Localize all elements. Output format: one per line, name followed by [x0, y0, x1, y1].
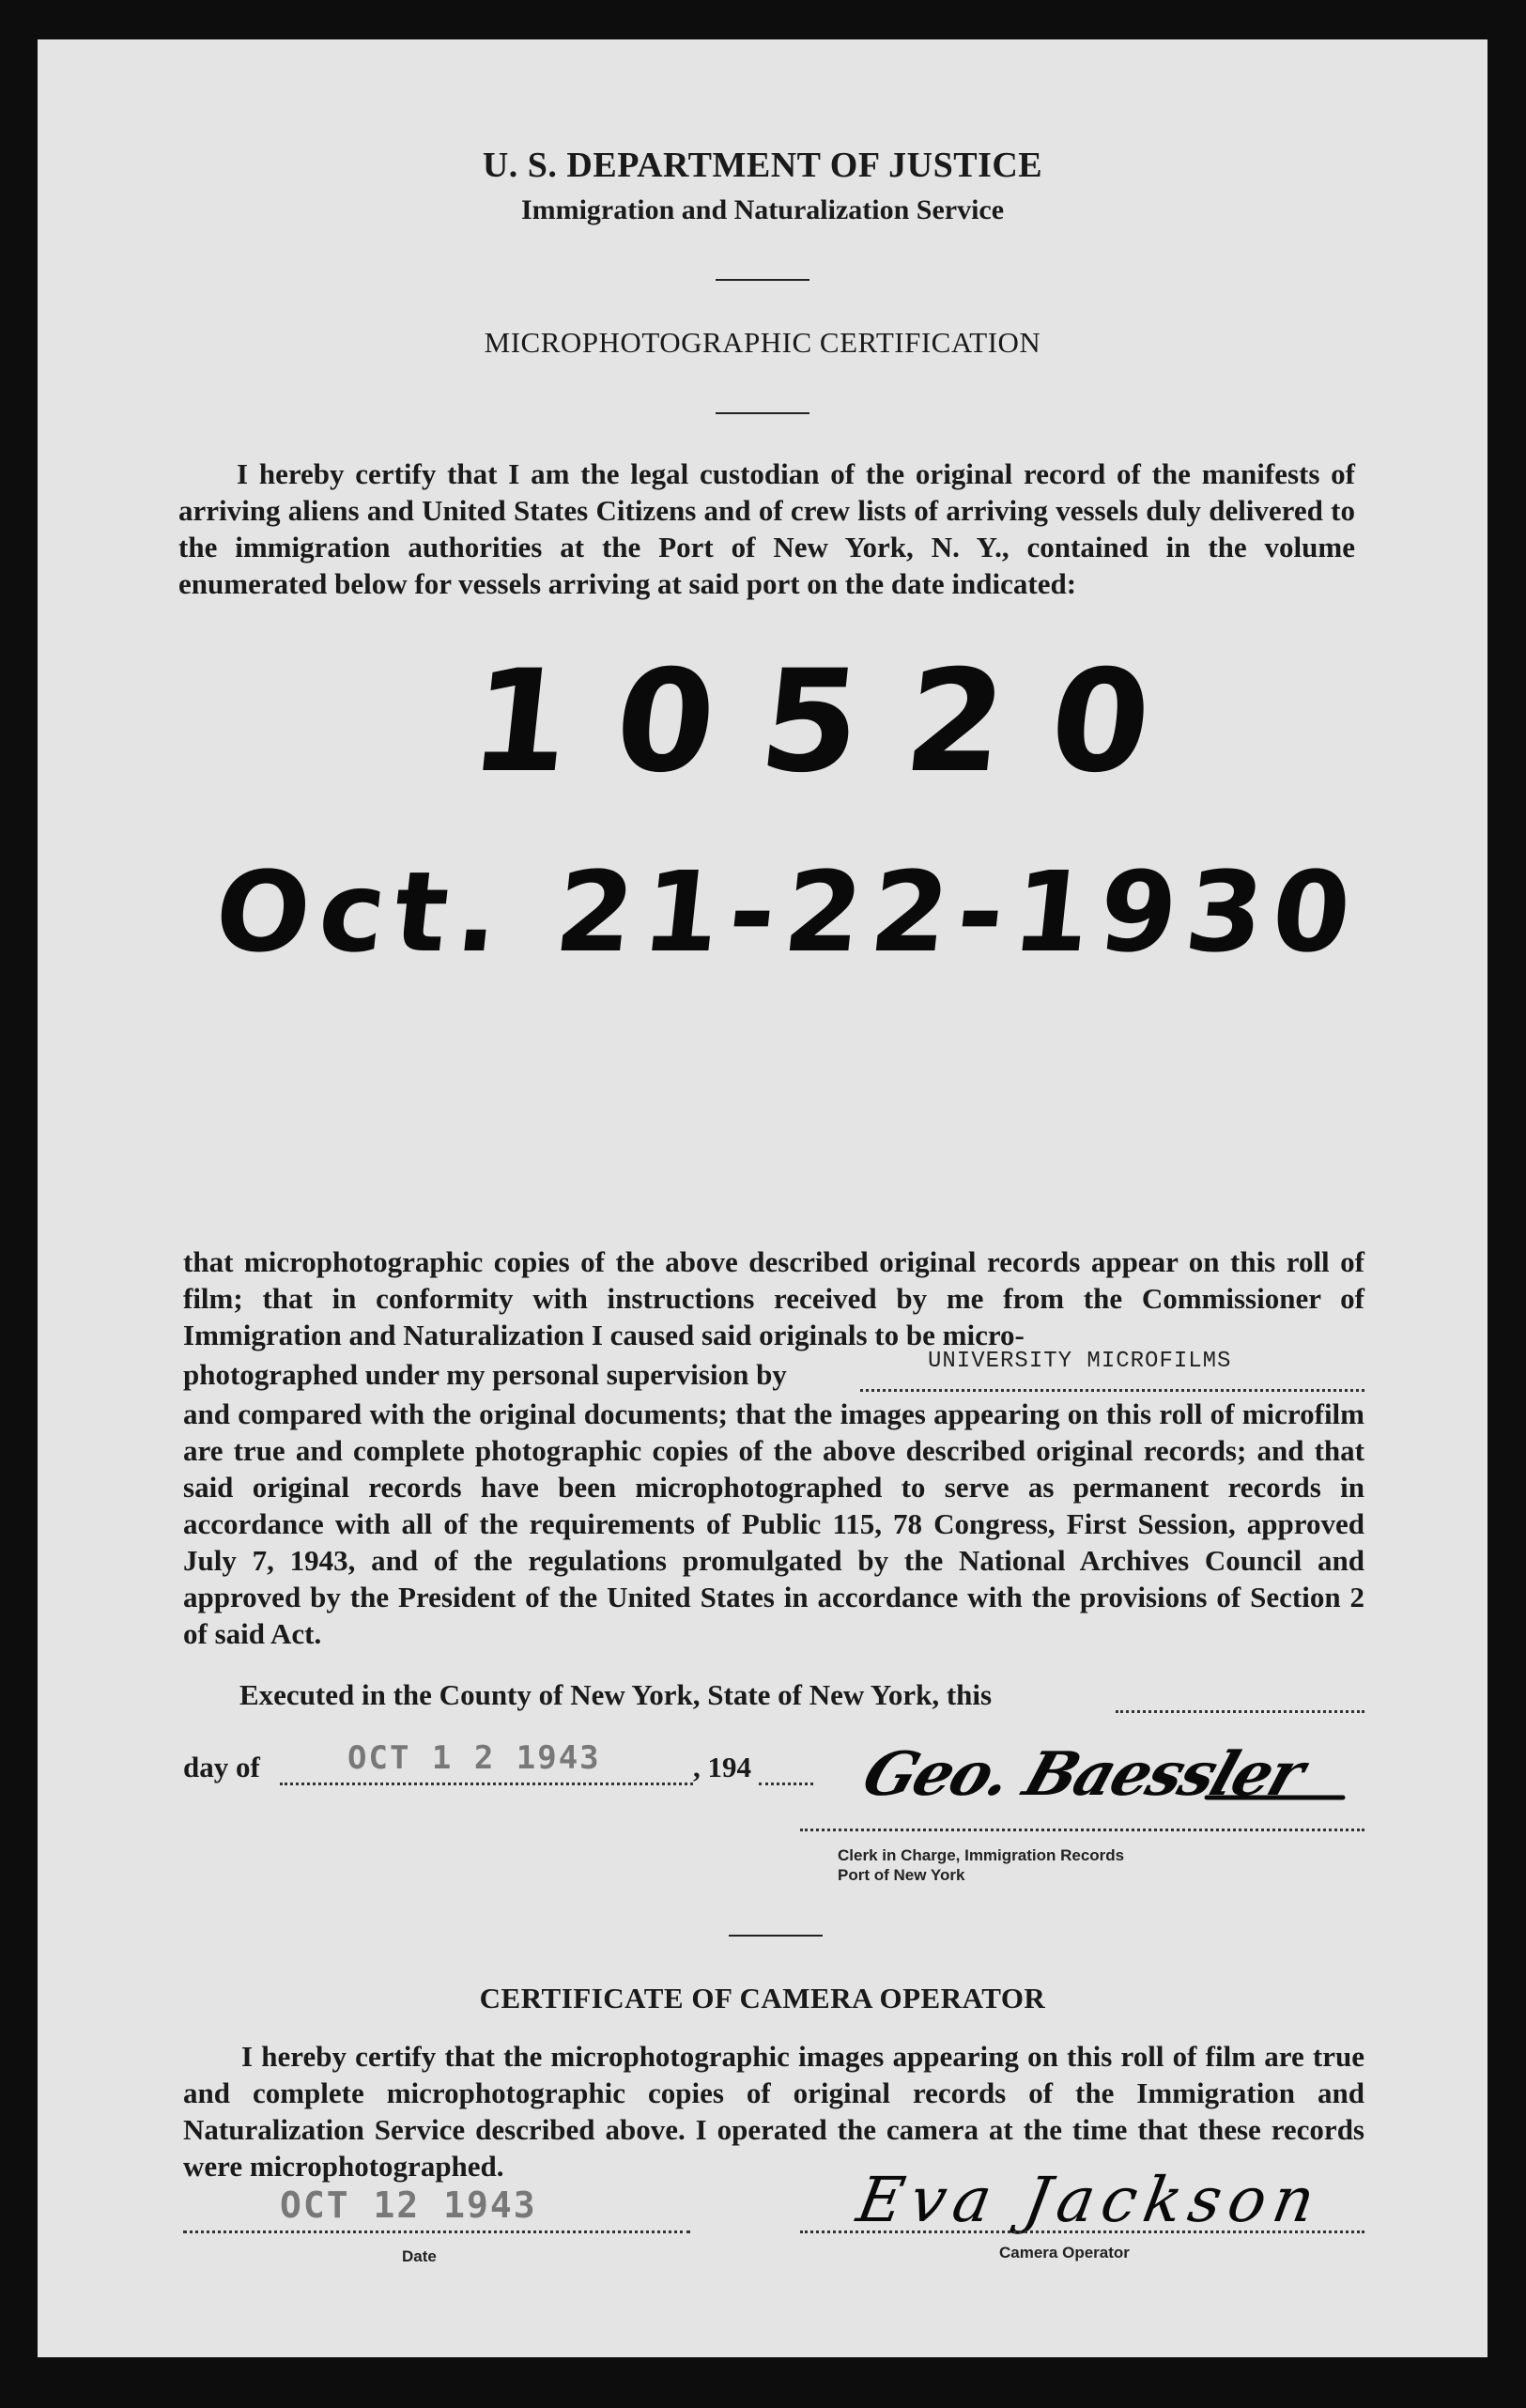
- day-of-label: day of: [183, 1751, 260, 1783]
- supervised-by-label: photographed under my personal supervision by: [183, 1358, 787, 1391]
- clerk-signature: Geo. Baessler: [854, 1739, 1312, 1810]
- intro-paragraph: I hereby certify that I am the legal custodian of the original record of the manifests of arriving aliens and United States Citizens and of crew lists of arriving vessels duly delivered to the immigration authorities at the Port of New York, N. Y., contained in the volume enumerated below for vessels arriving at said port on the date indicated:: [178, 457, 1355, 600]
- clerk-title-line2: Port of New York: [838, 1866, 965, 1884]
- date-label: Date: [402, 2247, 437, 2265]
- department-title: U. S. DEPARTMENT OF JUSTICE: [482, 146, 1043, 185]
- execution-date-stamp: OCT 1 2 1943: [347, 1739, 601, 1777]
- certification-heading: MICROPHOTOGRAPHIC CERTIFICATION: [484, 326, 1041, 359]
- body-paragraph-part3: and compared with the original documents; that the images appearing on this roll of microfilm are true and complete photographic copies of the above described original records; and that said original records have been microphotographed to serve as permanent records in accordance with all of the requirements of Public 115, 78 Congress, First Session, approved July 7, 1943, and of the regulations promulgated by the National Archives Council and approved by the President of the United States in accordance with the provisions of Section 2 of said Act.: [183, 1397, 1364, 1650]
- handwritten-date-range: Oct. 21-22-1930: [208, 847, 1366, 977]
- certificate-page: [38, 39, 1487, 2357]
- microfilm-company-name: UNIVERSITY MICROFILMS: [928, 1349, 1232, 1374]
- camera-operator-signature: Eva Jackson: [852, 2164, 1328, 2236]
- section-divider: [729, 1935, 823, 1937]
- handwritten-volume-number: 10520: [462, 641, 1206, 804]
- executed-text: Executed in the County of New York, State of New York, this: [239, 1678, 993, 1711]
- clerk-title: [838, 1845, 1124, 1885]
- clerk-signature-line: [800, 1829, 1364, 1831]
- camera-operator-paragraph: I hereby certify that the microphotographic images appearing on this roll of film are true and complete microphotographic copies of original records of the Immigration and Naturalization Service described above. I operated the camera at the time that these records were microphotographed.: [183, 2040, 1364, 2183]
- year-label: , 194: [693, 1751, 751, 1783]
- date-line: [183, 2230, 690, 2233]
- operator-line: [800, 2230, 1364, 2233]
- camera-operator-heading: CERTIFICATE OF CAMERA OPERATOR: [479, 1982, 1046, 2014]
- operator-label: Camera Operator: [999, 2244, 1130, 2261]
- service-subtitle: Immigration and Naturalization Service: [520, 194, 1005, 225]
- body-paragraph-part1: that microphotographic copies of the above described original records appear on this roll of film; that in conformity with instructions received by me from the Commissioner of Immigration and Naturalization I caused said originals to be micro-: [183, 1245, 1364, 1351]
- clerk-title-line1: Clerk in Charge, Immigration Records: [838, 1846, 1125, 1864]
- camera-date-stamp: OCT 12 1943: [280, 2184, 537, 2226]
